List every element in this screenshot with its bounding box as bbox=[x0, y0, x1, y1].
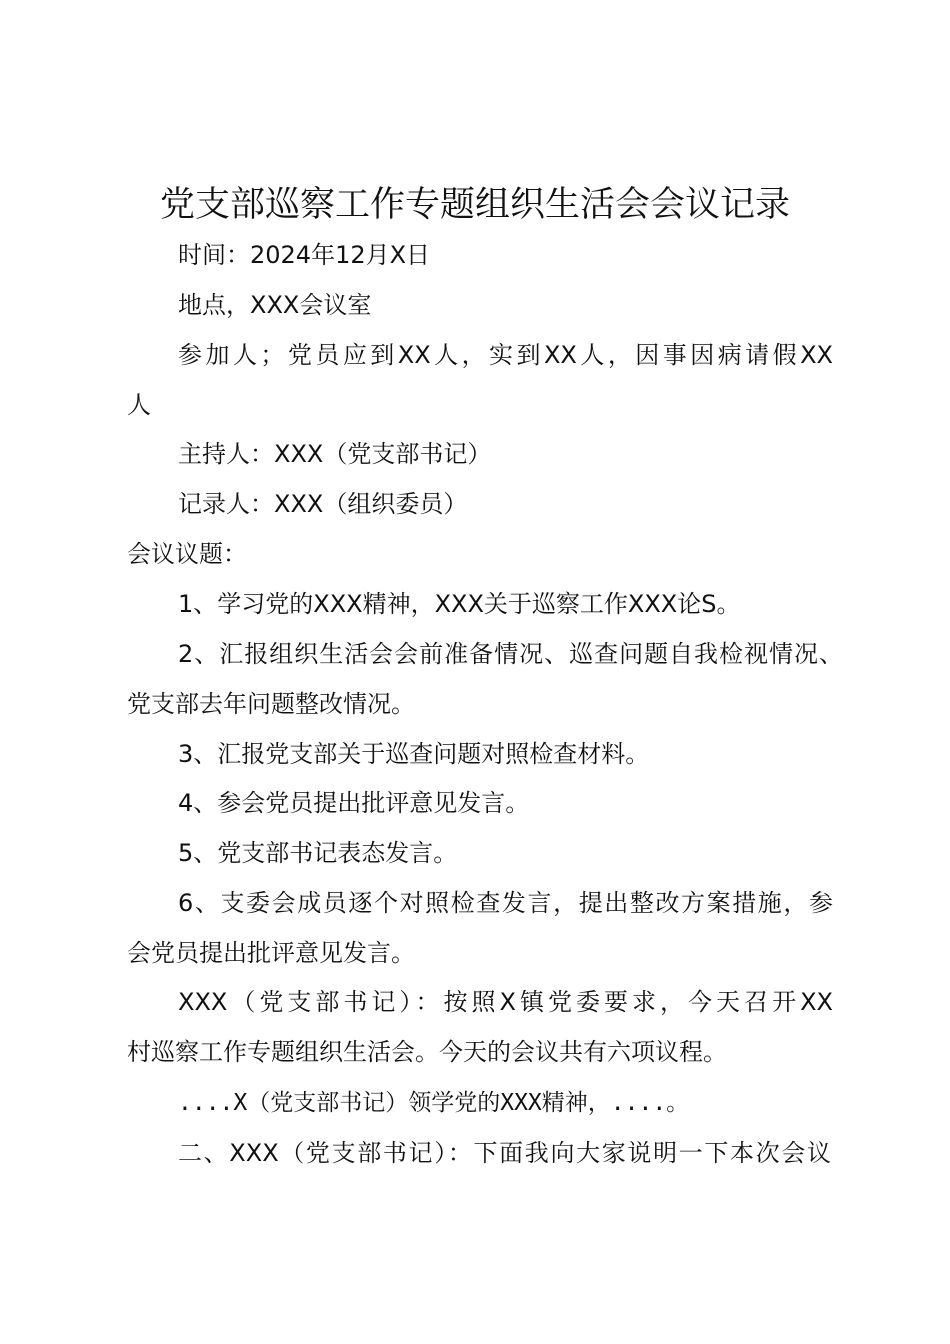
attendees-line-1: 参加人；党员应到XX人，实到XX人，因事因病请假XX bbox=[178, 341, 833, 369]
document-title: 党支部巡察工作专题组织生活会会议记录 bbox=[159, 185, 790, 225]
meeting-host: 主持人：XXX（党支部书记） bbox=[178, 440, 492, 468]
study-session-note: ....X（党支部书记）领学党的XXX精神，....。 bbox=[178, 1090, 690, 1116]
meeting-time: 时间：2024年12月X日 bbox=[178, 241, 431, 269]
agenda-item-5: 5、党支部书记表态发言。 bbox=[178, 839, 458, 867]
agenda-item-2: 2、汇报组织生活会会前准备情况、巡查问题自我检视情况、 bbox=[178, 640, 843, 668]
secretary-remarks-line-2: 村巡察工作专题组织生活会。今天的会议共有六项议程。 bbox=[127, 1038, 727, 1066]
secretary-remarks-line-1: XXX（党支部书记）：按照X镇党委要求，今天召开XX bbox=[178, 988, 833, 1016]
meeting-recorder: 记录人：XXX（组织委员） bbox=[178, 490, 468, 518]
agenda-heading: 会议议题： bbox=[127, 540, 247, 568]
agenda-item-3: 3、汇报党支部关于巡查问题对照检查材料。 bbox=[178, 740, 650, 768]
attendees-line-2: 人 bbox=[127, 391, 151, 419]
agenda-item-6-continued: 会党员提出批评意见发言。 bbox=[127, 939, 415, 967]
section-two-line: 二、XXX（党支部书记）：下面我向大家说明一下本次会议 bbox=[178, 1139, 831, 1167]
agenda-item-2-continued: 党支部去年问题整改情况。 bbox=[127, 690, 415, 718]
agenda-item-4: 4、参会党员提出批评意见发言。 bbox=[178, 789, 530, 817]
agenda-item-1: 1、学习党的XXX精神，XXX关于巡察工作XXX论S。 bbox=[178, 590, 741, 618]
meeting-place: 地点，XXX会议室 bbox=[178, 291, 372, 319]
agenda-item-6: 6、支委会成员逐个对照检查发言，提出整改方案措施，参 bbox=[178, 889, 833, 917]
